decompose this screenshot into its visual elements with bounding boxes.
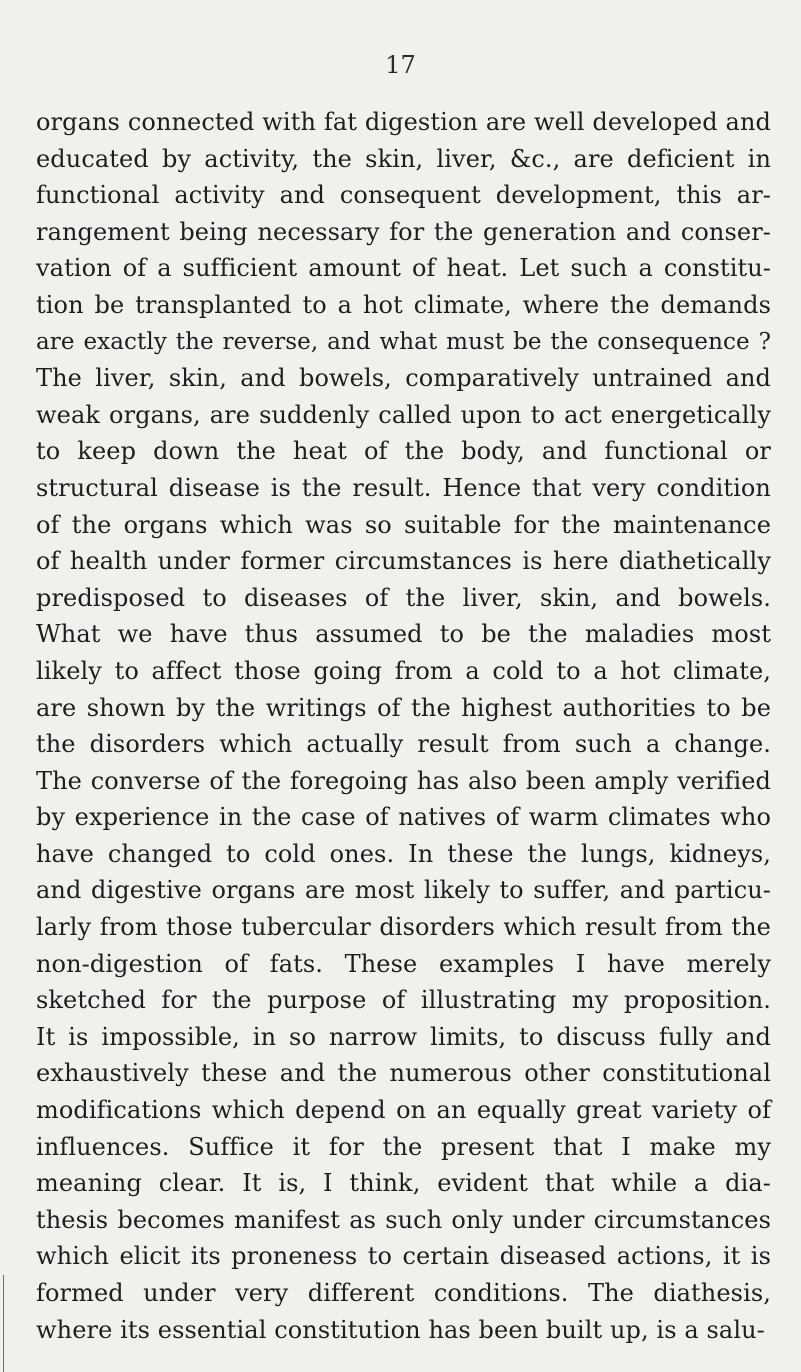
text-line: structural disease is the result. Hence that very condition [36,473,771,502]
text-line: are exactly the reverse, and what must be the consequence ? [36,328,771,355]
text-line: to keep down the heat of the body, and functional or [36,437,771,466]
text-line: where its essential constitution has been built up, is a salu- [36,1315,765,1344]
text-line: tion be transplanted to a hot climate, where the demands [36,290,771,319]
text-line: by experience in the case of natives of warm climates who [36,803,771,832]
text-line: predisposed to diseases of the liver, skin, and bowels. [36,583,771,612]
text-line: rangement being necessary for the generation and conser- [36,217,771,246]
text-line: vation of a sufficient amount of heat. Let such a constitu- [36,254,771,283]
text-line: formed under very different conditions. The diathesis, [36,1279,771,1307]
text-line: It is impossible, in so narrow limits, to discuss fully and [36,1022,771,1051]
text-line: modifications which depend on an equally great variety of [36,1096,771,1125]
text-line: of the organs which was so suitable for the maintenance [36,510,771,539]
text-line: non-digestion of fats. These examples I have merely [36,949,771,978]
text-line: and digestive organs are most likely to suffer, and particu- [36,876,771,905]
text-line: are shown by the writings of the highest authorities to be [36,693,771,722]
text-line: thesis becomes manifest as such only under circumstances [36,1205,771,1234]
body-text [36,104,771,1348]
text-line: organs connected with fat digestion are well developed and [36,108,771,136]
text-line: the disorders which actually result from such a change. [36,730,771,759]
text-line: exhaustively these and the numerous other constitutional [36,1059,771,1088]
text-line: of health under former circumstances is here diathetically [36,547,771,576]
text-line: weak organs, are suddenly called upon to act energetically [36,400,771,429]
text-line: What we have thus assumed to be the maladies most [36,620,771,649]
text-line: influences. Suffice it for the present that I make my [36,1132,771,1161]
margin-rule [3,1275,4,1372]
text-line: larly from those tubercular disorders which result from the [36,913,771,942]
text-line: The liver, skin, and bowels, comparatively untrained and [36,364,771,393]
text-line: have changed to cold ones. In these the lungs, kidneys, [36,839,771,868]
text-line: likely to affect those going from a cold to a hot climate, [36,656,771,685]
text-line: sketched for the purpose of illustrating my proposition. [36,986,771,1015]
text-line: functional activity and consequent development, this ar- [36,181,771,210]
text-line: The converse of the foregoing has also been amply verified [36,766,771,795]
page-number: 17 [385,51,416,79]
text-line: educated by activity, the skin, liver, &c., are deficient in [36,144,771,173]
text-line: meaning clear. It is, I think, evident that while a dia- [36,1169,771,1198]
text-line: which elicit its proneness to certain diseased actions, it is [36,1242,771,1271]
